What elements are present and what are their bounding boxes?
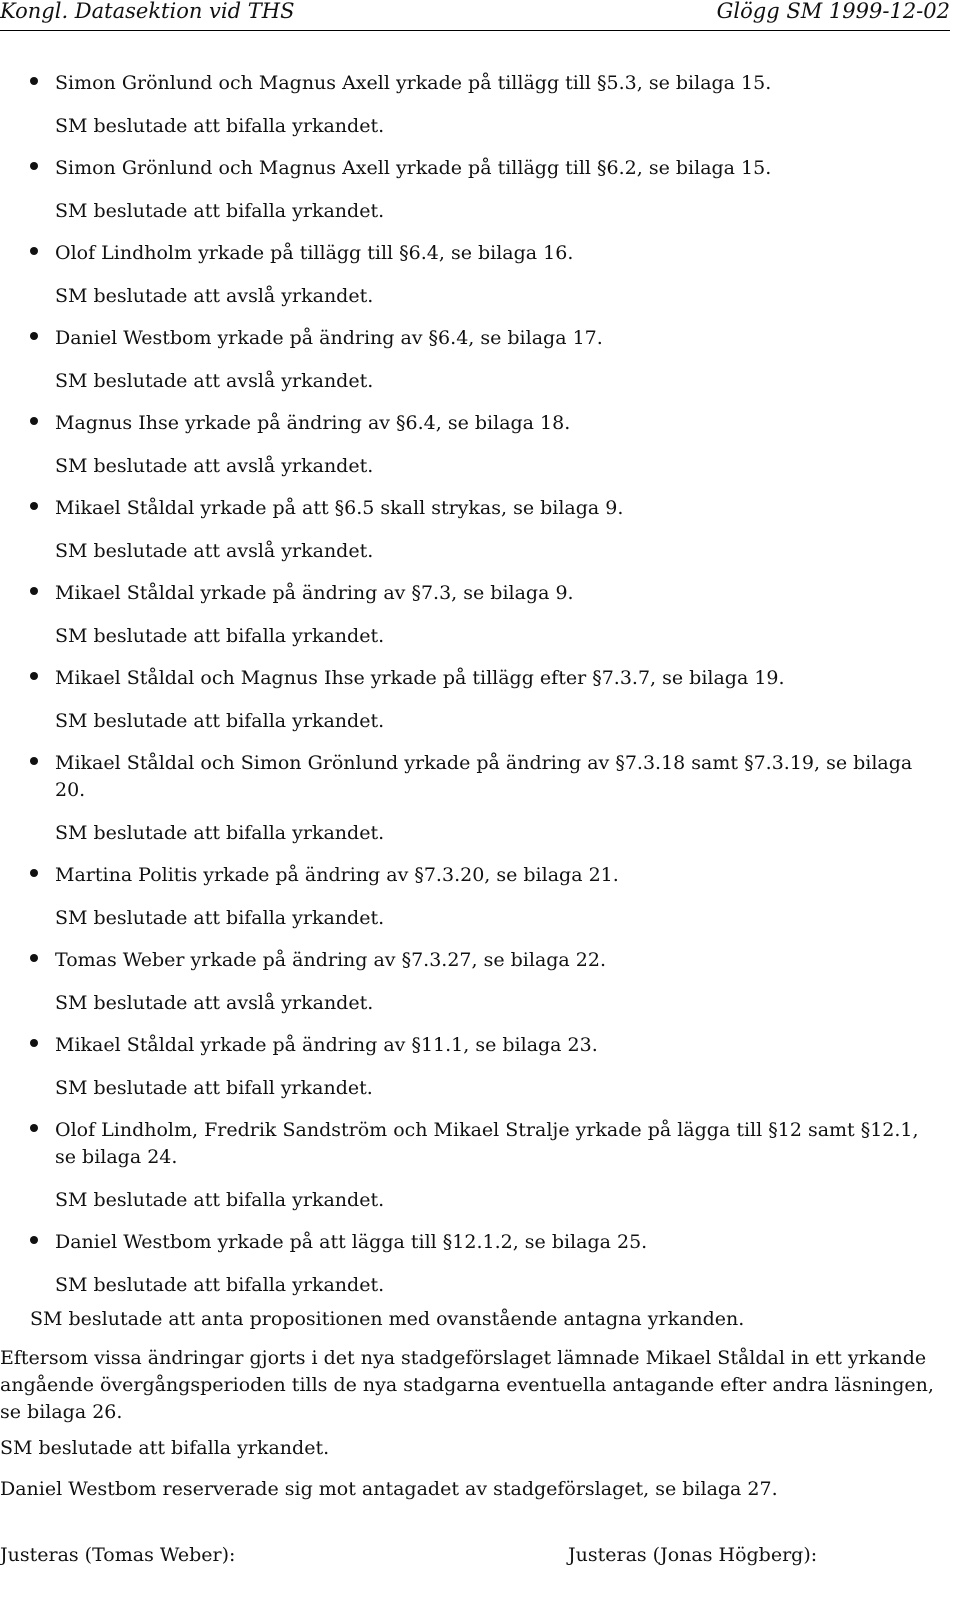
- bullet-icon: [30, 1124, 38, 1132]
- decision-text: SM beslutade att avslå yrkandet.: [55, 285, 374, 307]
- decision-text: SM beslutade att bifalla yrkandet.: [55, 115, 385, 137]
- motion-text: Simon Grönlund och Magnus Axell yrkade på tillägg till §5.3, se bilaga 15.: [55, 72, 772, 94]
- transition-decision: SM beslutade att bifalla yrkandet.: [0, 1437, 330, 1459]
- decision-text: SM beslutade att avslå yrkandet.: [55, 370, 374, 392]
- motion-item: [30, 495, 945, 565]
- bullet-icon: [30, 247, 38, 255]
- signature-right: Justeras (Jonas Högberg):: [568, 1544, 818, 1566]
- motion-text: Tomas Weber yrkade på ändring av §7.3.27, se bilaga 22.: [55, 949, 607, 971]
- motion-text: Martina Politis yrkade på ändring av §7.3.20, se bilaga 21.: [55, 864, 619, 886]
- header-organization: Kongl. Datasektion vid THS: [0, 0, 295, 23]
- reservation-paragraph: Daniel Westbom reserverade sig mot antagadet av stadgeförslaget, se bilaga 27.: [0, 1478, 778, 1500]
- motion-text: Olof Lindholm, Fredrik Sandström och Mikael Stralje yrkade på lägga till §12 samt §12.1, se bilaga 24.: [55, 1119, 919, 1168]
- bullet-icon: [30, 1039, 38, 1047]
- motion-item: [30, 1117, 945, 1214]
- transition-paragraph: Eftersom vissa ändringar gjorts i det nya stadgeförslaget lämnade Mikael Ståldal in ett yrkande angående övergångsperioden tills de nya stadgarna eventuella antagande efter andra läsningen, se bilaga 26.: [0, 1347, 934, 1423]
- motion-item: [30, 70, 945, 140]
- motion-text: Mikael Ståldal och Simon Grönlund yrkade på ändring av §7.3.18 samt §7.3.19, se bilaga 20.: [55, 752, 913, 801]
- decision-text: SM beslutade att avslå yrkandet.: [55, 992, 374, 1014]
- bullet-icon: [30, 162, 38, 170]
- motion-text: Daniel Westbom yrkade på att lägga till §12.1.2, se bilaga 25.: [55, 1231, 648, 1253]
- decision-text: SM beslutade att bifalla yrkandet.: [55, 200, 385, 222]
- decision-text: SM beslutade att bifalla yrkandet.: [55, 907, 385, 929]
- bullet-icon: [30, 417, 38, 425]
- motion-item: [30, 325, 945, 395]
- decision-text: SM beslutade att bifalla yrkandet.: [55, 1274, 385, 1296]
- bullet-icon: [30, 587, 38, 595]
- motion-item: [30, 1032, 945, 1102]
- bullet-icon: [30, 672, 38, 680]
- motion-item: [30, 240, 945, 310]
- decision-text: SM beslutade att bifall yrkandet.: [55, 1077, 373, 1099]
- motion-text: Mikael Ståldal och Magnus Ihse yrkade på tillägg efter §7.3.7, se bilaga 19.: [55, 667, 785, 689]
- motion-item: [30, 155, 945, 225]
- motion-text: Simon Grönlund och Magnus Axell yrkade på tillägg till §6.2, se bilaga 15.: [55, 157, 772, 179]
- motion-text: Mikael Ståldal yrkade på ändring av §11.1, se bilaga 23.: [55, 1034, 598, 1056]
- bullet-icon: [30, 954, 38, 962]
- motion-text: Olof Lindholm yrkade på tillägg till §6.4, se bilaga 16.: [55, 242, 574, 264]
- motion-item: [30, 1229, 945, 1299]
- summary-decision: SM beslutade att anta propositionen med ovanstående antagna yrkanden.: [30, 1308, 745, 1330]
- motion-text: Magnus Ihse yrkade på ändring av §6.4, se bilaga 18.: [55, 412, 571, 434]
- motion-list: [30, 70, 945, 1314]
- motion-text: Mikael Ståldal yrkade på ändring av §7.3, se bilaga 9.: [55, 582, 574, 604]
- motion-item: [30, 947, 945, 1017]
- motion-item: [30, 750, 945, 847]
- bullet-icon: [30, 77, 38, 85]
- bullet-icon: [30, 332, 38, 340]
- page-header: [0, 0, 950, 31]
- motion-item: [30, 665, 945, 735]
- header-meeting-date: Glögg SM 1999-12-02: [716, 0, 950, 23]
- decision-text: SM beslutade att avslå yrkandet.: [55, 455, 374, 477]
- bullet-icon: [30, 757, 38, 765]
- decision-text: SM beslutade att bifalla yrkandet.: [55, 822, 385, 844]
- signature-left: Justeras (Tomas Weber):: [0, 1544, 236, 1566]
- motion-text: Mikael Ståldal yrkade på att §6.5 skall strykas, se bilaga 9.: [55, 497, 624, 519]
- motion-item: [30, 580, 945, 650]
- bullet-icon: [30, 502, 38, 510]
- bullet-icon: [30, 1236, 38, 1244]
- bullet-icon: [30, 869, 38, 877]
- decision-text: SM beslutade att bifalla yrkandet.: [55, 1189, 385, 1211]
- motion-text: Daniel Westbom yrkade på ändring av §6.4, se bilaga 17.: [55, 327, 603, 349]
- motion-item: [30, 410, 945, 480]
- motion-item: [30, 862, 945, 932]
- decision-text: SM beslutade att avslå yrkandet.: [55, 540, 374, 562]
- decision-text: SM beslutade att bifalla yrkandet.: [55, 625, 385, 647]
- decision-text: SM beslutade att bifalla yrkandet.: [55, 710, 385, 732]
